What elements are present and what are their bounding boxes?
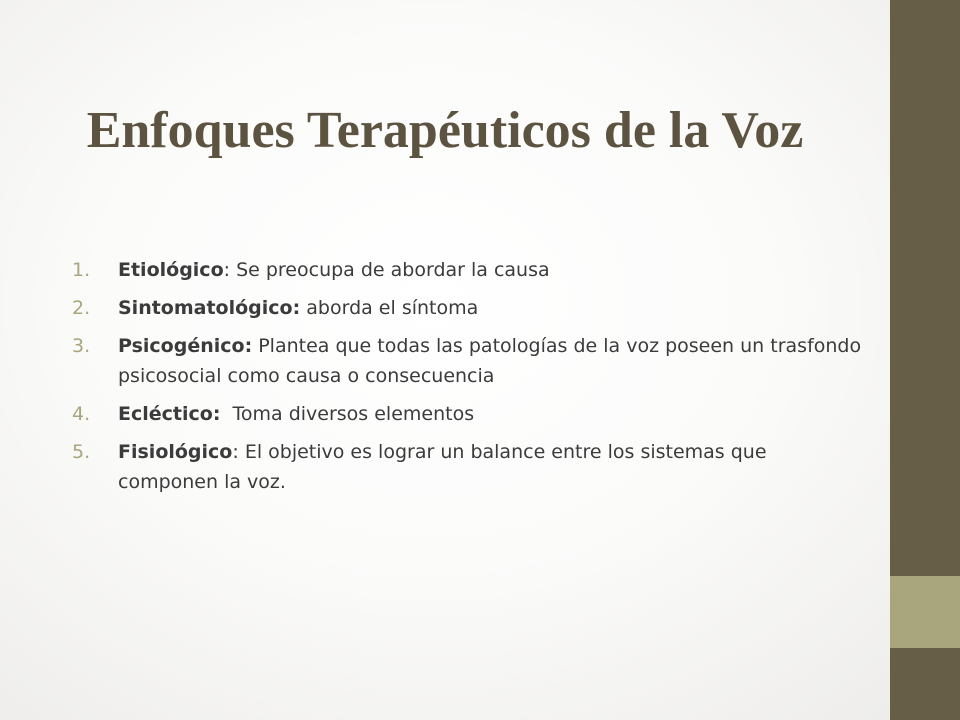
item-number: 4. — [72, 403, 91, 425]
list-item — [72, 399, 862, 429]
slide-title: Enfoques Terapéuticos de la Voz — [86, 101, 804, 159]
list-item — [72, 293, 862, 323]
item-text: Plantea que todas las patologías de la voz poseen un trasfondo psicosocial como causa o consecuencia — [118, 335, 862, 387]
side-bar-accent-block — [890, 576, 960, 648]
item-term: Etiológico — [118, 259, 224, 281]
item-term: Sintomatológico: — [118, 297, 301, 319]
item-number: 1. — [72, 259, 91, 281]
item-text: : El objetivo es lograr un balance entre los sistemas que componen la voz. — [118, 441, 767, 493]
list-item — [72, 331, 862, 391]
list-item — [72, 255, 862, 285]
item-number: 5. — [72, 441, 91, 463]
item-number: 2. — [72, 297, 91, 319]
item-number: 3. — [72, 335, 91, 357]
side-bar-top-block — [890, 0, 960, 576]
side-bar-bottom-block — [890, 648, 960, 720]
decorative-side-bar — [890, 0, 960, 720]
item-term: Psicogénico: — [118, 335, 253, 357]
item-term: Ecléctico: — [118, 403, 221, 425]
item-text: aborda el síntoma — [300, 297, 479, 319]
list-item — [72, 437, 862, 497]
item-text: Toma diversos elementos — [220, 403, 475, 425]
content-list — [72, 255, 862, 505]
item-term: Fisiológico — [118, 441, 233, 463]
item-text: : Se preocupa de abordar la causa — [223, 259, 550, 281]
